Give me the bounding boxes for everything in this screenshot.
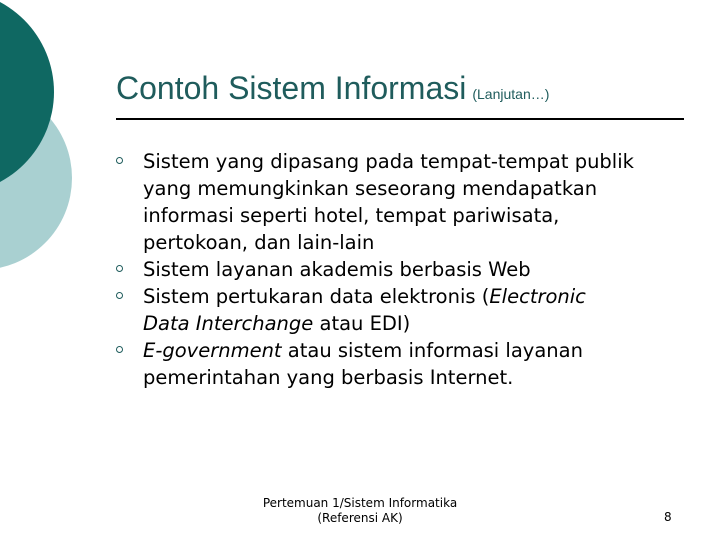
bullet-text-italic: Electronic Data Interchange [143, 285, 586, 335]
bullet-item [116, 283, 636, 337]
bullet-text-italic: E-government [143, 339, 282, 362]
bullet-item [116, 337, 636, 391]
footer [240, 496, 480, 526]
bullet-text: atau EDI) [313, 312, 411, 335]
bullet-text: atau sistem informasi layanan pemerintahan yang berbasis Internet. [143, 339, 583, 389]
bullet-icon [116, 292, 123, 299]
title-suffix: (Lanjutan…) [472, 86, 550, 102]
bullet-text: Sistem yang dipasang pada tempat-tempat publik yang memungkinkan seseorang mendapatkan informasi seperti hotel, tempat pariwisata, pertokoan, dan lain-lain [143, 150, 634, 254]
page-number: 8 [664, 510, 672, 524]
bullet-icon [116, 157, 123, 164]
decorative-circles [0, 0, 120, 330]
footer-line-2: (Referensi AK) [317, 511, 403, 525]
bullet-list [116, 148, 636, 391]
bullet-text: Sistem layanan akademis berbasis Web [143, 258, 531, 281]
title-underline [116, 118, 684, 120]
bullet-text: Sistem pertukaran data elektronis ( [143, 285, 490, 308]
bullet-icon [116, 346, 123, 353]
bullet-icon [116, 265, 123, 272]
bullet-item [116, 256, 636, 283]
title-main: Contoh Sistem Informasi [116, 70, 467, 106]
bullet-item [116, 148, 636, 256]
footer-line-1: Pertemuan 1/Sistem Informatika [262, 496, 458, 510]
slide-title [116, 70, 549, 107]
